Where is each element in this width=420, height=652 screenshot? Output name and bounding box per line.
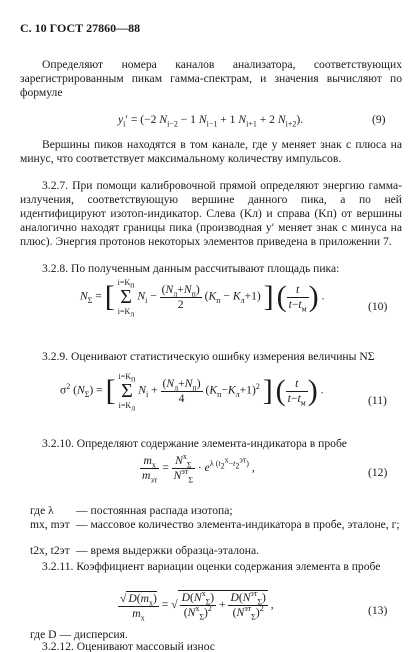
formula-9-number: (9) (372, 113, 386, 126)
formula-11: $\sigma^2$ $(N_\Sigma)$ = [ $i=K_п$ Σ $i=K_л$ $N_i$ + $\frac{(N_л+N_п)}{4}$ $(K_п-K_л+1)^2$ ] ( $\frac{t}{t-t_м}$ ) . (60, 372, 324, 413)
formula-13: $\frac{√ D(m_x)}{m_x}$ = √ $\frac{D(N^x_\Sigma)}{(N^x_\Sigma)^2}$ + $\frac{D(N^{эт}_\Sigma)}{(N^{эт}_\Sigma)^2}$ , (120, 589, 274, 622)
formula-11-number: (11) (368, 394, 387, 407)
paragraph-3-2-11: 3.2.11. Коэффициент вариации оценки содержания элемента в пробе (42, 560, 381, 573)
paragraph-3-2-8: 3.2.8. По полученным данным рассчитывают площадь пика: (42, 262, 340, 275)
formula-12: $\frac{m_x}{m_{эт}}$ = $\frac{N^x_\Sigma}{N^{эт}_\Sigma}$ · $e^{\lambda (t_2^x-t_2^{эт})}$ , (142, 452, 255, 485)
paragraph-3-2-7: 3.2.7. При помощи калибровочной прямой определяют энергию гамма-излучения, соответствующую вершине данного пика, а по ней идентифицируют изотоп-индикатор. Слева (Kл) и справа (Kп) от вершины аналогично находят границы пика (производная y′ меняет знак с минуса на плюс). Энергия протонов некоторых элементов приведена в приложении 7. (20, 179, 402, 248)
formula-13-number: (13) (368, 604, 388, 617)
paragraph-3-2-10: 3.2.10. Определяют содержание элемента-индикатора в пробе (42, 437, 347, 450)
formula-10: $N_\Sigma$ = [ $i=K_п$ Σ $i=K_л$ $N_i$ − $\frac{(N_л+N_п)}{2}$ $(K_п - K_л+1)$ ] ( $\frac{t}{t-t_м}$ ) . (80, 278, 325, 319)
page-header: С. 10 ГОСТ 27860—88 (20, 21, 141, 35)
definition-13: где D — дисперсия. (30, 628, 128, 641)
def-term: где λ (30, 504, 54, 517)
def-term: t2x, t2эт (30, 544, 70, 557)
def-text: — время выдержки образца-эталона. (76, 544, 260, 557)
formula-12-number: (12) (368, 466, 388, 479)
def-text: — постоянная распада изотопа; (76, 504, 233, 517)
def-term: mx, mэт (30, 518, 70, 531)
definitions-12 (30, 504, 410, 556)
paragraph-3-2-9: 3.2.9. Оценивают статистическую ошибку измерения величины NΣ (42, 350, 375, 363)
paragraph-peak-tops: Вершины пиков находятся в том канале, где y меняет знак с плюса на минус, что соответствует максимальному количеству импульсов. (20, 138, 402, 165)
def-text: — массовое количество элемента-индикатора в пробе, эталоне, г; (76, 518, 400, 531)
formula-10-number: (10) (368, 300, 388, 313)
formula-9: $y_i' = (-2$ $N_{i-2} - 1$ $N_{i-1} + 1$ $N_{i+1} + 2$ $N_{i+2}$). (118, 113, 304, 129)
paragraph-3-2-12: 3.2.12. Оценивают массовый износ (42, 640, 215, 652)
paragraph-channel-numbers: Определяют номера каналов анализатора, соответствующих зарегистрированным пикам гамма-спектрам, и значения вычисляют по формуле (20, 58, 402, 99)
